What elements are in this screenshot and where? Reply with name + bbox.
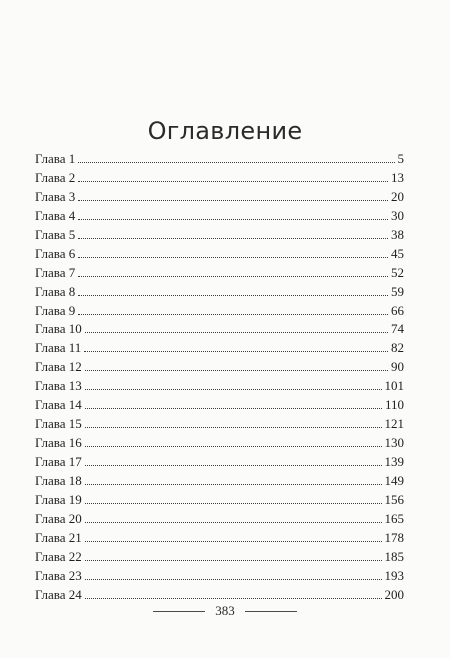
toc-entry — [35, 207, 404, 226]
toc-entry-page: 38 — [391, 226, 404, 242]
footer-rule-right — [245, 611, 297, 612]
toc-entry-page: 156 — [384, 491, 404, 507]
toc-entry-label: Глава 22 — [35, 548, 82, 564]
toc-entry — [35, 510, 404, 529]
toc-entry-label: Глава 8 — [35, 283, 76, 299]
toc-entry-label: Глава 13 — [35, 378, 82, 394]
toc-entry — [35, 320, 404, 339]
toc-dot-leader — [85, 540, 382, 542]
toc-entry — [35, 188, 404, 207]
toc-dot-leader — [85, 388, 382, 390]
toc-entry-label: Глава 9 — [35, 302, 76, 318]
toc-entry — [35, 396, 404, 415]
toc-dot-leader — [84, 350, 388, 352]
toc-dot-leader — [85, 578, 382, 580]
toc-entry-label: Глава 3 — [35, 188, 76, 204]
footer-rule-left — [153, 611, 205, 612]
toc-entry — [35, 264, 404, 283]
toc-entry-page: 185 — [384, 548, 404, 564]
toc-entry-label: Глава 1 — [35, 151, 76, 166]
toc-entry-page: 30 — [391, 207, 404, 223]
toc-entry-label: Глава 23 — [35, 567, 82, 583]
toc-entry-page: 74 — [391, 321, 404, 337]
toc-dot-leader — [85, 369, 388, 371]
toc-entry-page: 82 — [391, 340, 404, 356]
toc-entry-page: 165 — [384, 510, 404, 526]
toc-dot-leader — [85, 502, 382, 504]
toc-entry-label: Глава 2 — [35, 169, 76, 185]
toc-entry-label: Глава 4 — [35, 207, 76, 223]
toc-entry-page: 121 — [384, 416, 404, 432]
toc-entry-label: Глава 20 — [35, 510, 82, 526]
table-of-contents — [35, 150, 404, 605]
toc-entry-label: Глава 10 — [35, 321, 82, 337]
toc-entry-label: Глава 12 — [35, 359, 82, 375]
toc-dot-leader — [78, 161, 394, 163]
toc-entry — [35, 491, 404, 510]
toc-entry-label: Глава 15 — [35, 416, 82, 432]
toc-entry — [35, 302, 404, 321]
toc-entry-page: 66 — [391, 302, 404, 318]
toc-entry — [35, 453, 404, 472]
toc-dot-leader — [85, 521, 382, 523]
toc-dot-leader — [85, 464, 382, 466]
toc-dot-leader — [78, 256, 388, 258]
toc-entry — [35, 358, 404, 377]
toc-entry-label: Глава 21 — [35, 529, 82, 545]
toc-entry-label: Глава 24 — [35, 586, 82, 602]
toc-entry-page: 13 — [391, 169, 404, 185]
toc-entry-page: 45 — [391, 245, 404, 261]
toc-dot-leader — [85, 407, 382, 409]
toc-entry-label: Глава 14 — [35, 397, 82, 413]
toc-dot-leader — [78, 180, 388, 182]
toc-dot-leader — [85, 597, 382, 599]
toc-entry — [35, 472, 404, 491]
toc-dot-leader — [85, 559, 382, 561]
toc-entry — [35, 245, 404, 264]
toc-entry-page: 101 — [384, 378, 404, 394]
toc-entry — [35, 434, 404, 453]
toc-entry-label: Глава 17 — [35, 454, 82, 469]
toc-dot-leader — [78, 237, 388, 239]
toc-dot-leader — [85, 483, 382, 485]
page-title: Оглавление — [147, 117, 303, 146]
toc-entry-page: 149 — [384, 472, 404, 488]
toc-entry-label: Глава 7 — [35, 264, 76, 280]
toc-entry — [35, 586, 404, 605]
toc-dot-leader — [78, 218, 388, 220]
toc-entry — [35, 169, 404, 188]
toc-entry-label: Глава 11 — [35, 340, 82, 356]
toc-entry-page: 110 — [384, 397, 404, 413]
toc-entry-page: 130 — [384, 435, 404, 451]
toc-entry — [35, 339, 404, 358]
toc-entry-page: 200 — [384, 586, 404, 602]
toc-entry-label: Глава 16 — [35, 435, 82, 451]
toc-dot-leader — [85, 331, 388, 333]
toc-entry-page: 52 — [391, 264, 404, 280]
toc-entry-page: 59 — [391, 283, 404, 299]
toc-dot-leader — [78, 313, 388, 315]
toc-entry-page: 193 — [384, 567, 404, 583]
toc-dot-leader — [85, 426, 382, 428]
toc-entry-page: 20 — [391, 188, 404, 204]
toc-dot-leader — [78, 294, 388, 296]
toc-entry-page: 139 — [384, 454, 404, 469]
page-footer — [0, 603, 450, 619]
toc-entry — [35, 150, 404, 169]
toc-entry-page: 5 — [397, 151, 404, 166]
toc-entry — [35, 226, 404, 245]
toc-dot-leader — [85, 445, 382, 447]
toc-entry — [35, 283, 404, 302]
toc-entry-label: Глава 5 — [35, 226, 76, 242]
page-number: 383 — [215, 603, 235, 618]
toc-entry-page: 90 — [391, 359, 404, 375]
toc-entry — [35, 377, 404, 396]
toc-entry-label: Глава 19 — [35, 491, 82, 507]
toc-dot-leader — [78, 275, 388, 277]
toc-dot-leader — [78, 199, 388, 201]
toc-entry — [35, 548, 404, 567]
toc-entry-label: Глава 18 — [35, 472, 82, 488]
toc-entry — [35, 529, 404, 548]
toc-entry-page: 178 — [384, 529, 404, 545]
toc-entry-label: Глава 6 — [35, 245, 76, 261]
toc-entry — [35, 567, 404, 586]
toc-entry — [35, 415, 404, 434]
